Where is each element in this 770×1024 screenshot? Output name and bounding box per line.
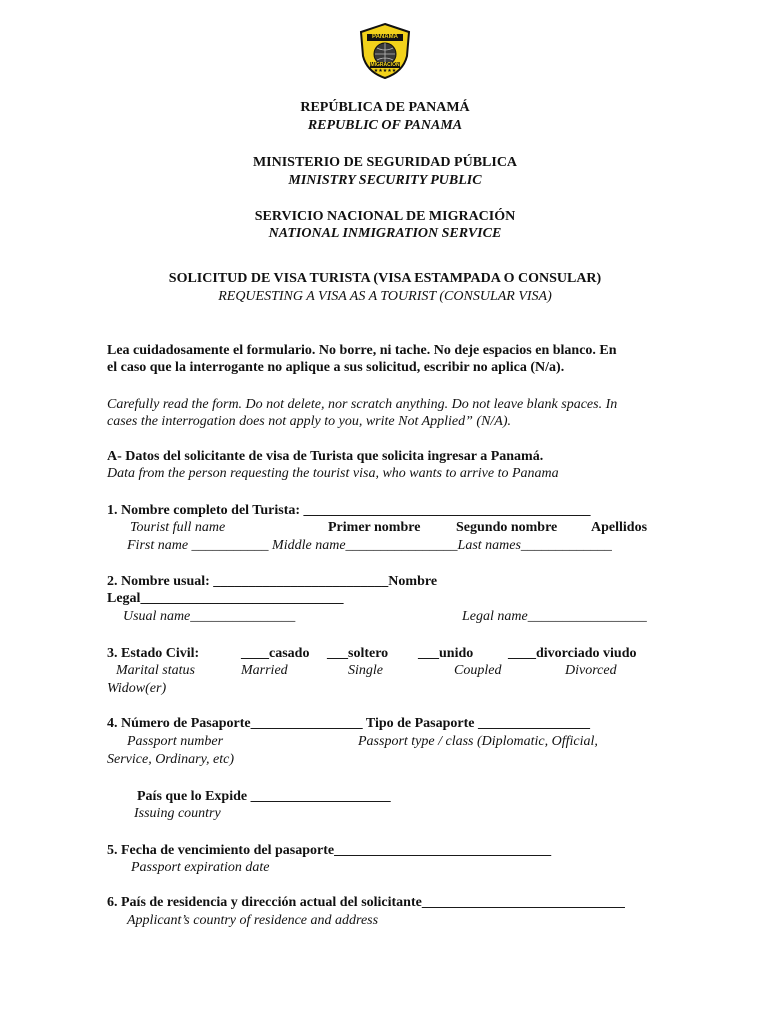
q1-label-en: Tourist full name [130, 520, 226, 535]
q3-option-married[interactable]: ____casado [241, 646, 310, 661]
section-a-title-es: A- Datos del solicitante de visa de Turista que solicita ingresar a Panamá. [107, 449, 544, 464]
q1-col-middle-name: Segundo nombre [456, 520, 558, 535]
q3-marital-status-label: 3. Estado Civil: [107, 646, 200, 661]
q4-issuing-country-en: Issuing country [134, 806, 221, 821]
q3-option-divorced-widowed[interactable]: ____divorciado viudo [508, 646, 637, 661]
logo-top-text: PANAMA [372, 34, 398, 40]
q6-residence-address-en: Applicant’s country of residence and address [127, 913, 379, 928]
q3-option-single-en: Single [348, 663, 383, 678]
q5-expiration-date-field[interactable]: 5. Fecha de vencimiento del pasaporte_______________________________ [107, 843, 552, 858]
logo-stars: ★★★★★ [373, 69, 397, 74]
q5-expiration-date-en: Passport expiration date [131, 860, 270, 875]
q2-usual-name-en: Usual name_______________ [123, 609, 296, 624]
header-ministry-es: MINISTERIO DE SEGURIDAD PÚBLICA [252, 155, 518, 170]
q3-option-divorced-en: Divorced [565, 663, 617, 678]
instructions-en-line1: Carefully read the form. Do not delete, nor scratch anything. Do not leave blank spaces. In [107, 397, 618, 412]
header-ministry-en: MINISTRY SECURITY PUBLIC [288, 173, 482, 188]
instructions-es-line2: el caso que la interrogante no aplique a sus solicitud, escribir no aplica (N/a). [107, 360, 565, 375]
q2-legal-name-field[interactable]: Legal_____________________________ [107, 591, 344, 606]
q1-full-name-field[interactable]: 1. Nombre completo del Turista: _________________________________________ [107, 503, 591, 518]
logo-bottom-text: MIGRACIÓN [370, 62, 400, 68]
q2-usual-name-field[interactable]: 2. Nombre usual: _________________________Nombre [107, 574, 438, 589]
header-service-es: SERVICIO NACIONAL DE MIGRACIÓN [254, 209, 516, 224]
q3-widow-en: Widow(er) [107, 681, 167, 696]
q4-passport-type-en: Passport type / class (Diplomatic, Official, [358, 734, 598, 749]
header-service-en: NATIONAL INMIGRATION SERVICE [268, 226, 502, 241]
header-republic-en: REPUBLIC OF PANAMA [307, 118, 463, 133]
q3-option-coupled-en: Coupled [454, 663, 502, 678]
q6-residence-address-field[interactable]: 6. País de residencia y dirección actual del solicitante_____________________________ [107, 895, 625, 910]
form-title-en: REQUESTING A VISA AS A TOURIST (CONSULAR VISA) [218, 289, 552, 304]
section-a-title-en: Data from the person requesting the tourist visa, who wants to arrive to Panama [107, 466, 559, 481]
q1-name-parts-field[interactable]: First name ___________ Middle name________________Last names_____________ [127, 538, 612, 553]
instructions-es-line1: Lea cuidadosamente el formulario. No borre, ni tache. No deje espacios en blanco. En [107, 343, 617, 358]
q3-option-single[interactable]: ___soltero [327, 646, 389, 661]
q4-passport-number-en: Passport number [127, 734, 224, 749]
q1-col-last-names: Apellidos [591, 520, 648, 535]
q1-col-first-name: Primer nombre [328, 520, 421, 535]
instructions-en-line2: cases the interrogation does not apply to you, write Not Applied” (N/A). [107, 414, 512, 429]
q3-label-en: Marital status [116, 663, 195, 678]
q2-legal-name-en: Legal name_________________ [462, 609, 647, 624]
form-title-es: SOLICITUD DE VISA TURISTA (VISA ESTAMPADA O CONSULAR) [168, 271, 602, 286]
q4-passport-fields[interactable]: 4. Número de Pasaporte________________ Tipo de Pasaporte ________________ [107, 716, 590, 731]
q3-option-married-en: Married [241, 663, 288, 678]
migracion-shield-logo [357, 22, 413, 80]
q3-option-coupled[interactable]: ___unido [418, 646, 474, 661]
header-republic-es: REPÚBLICA DE PANAMÁ [300, 100, 470, 115]
q4-issuing-country-field[interactable]: País que lo Expide ____________________ [137, 789, 391, 804]
q4-passport-type-en-cont: Service, Ordinary, etc) [107, 752, 234, 767]
